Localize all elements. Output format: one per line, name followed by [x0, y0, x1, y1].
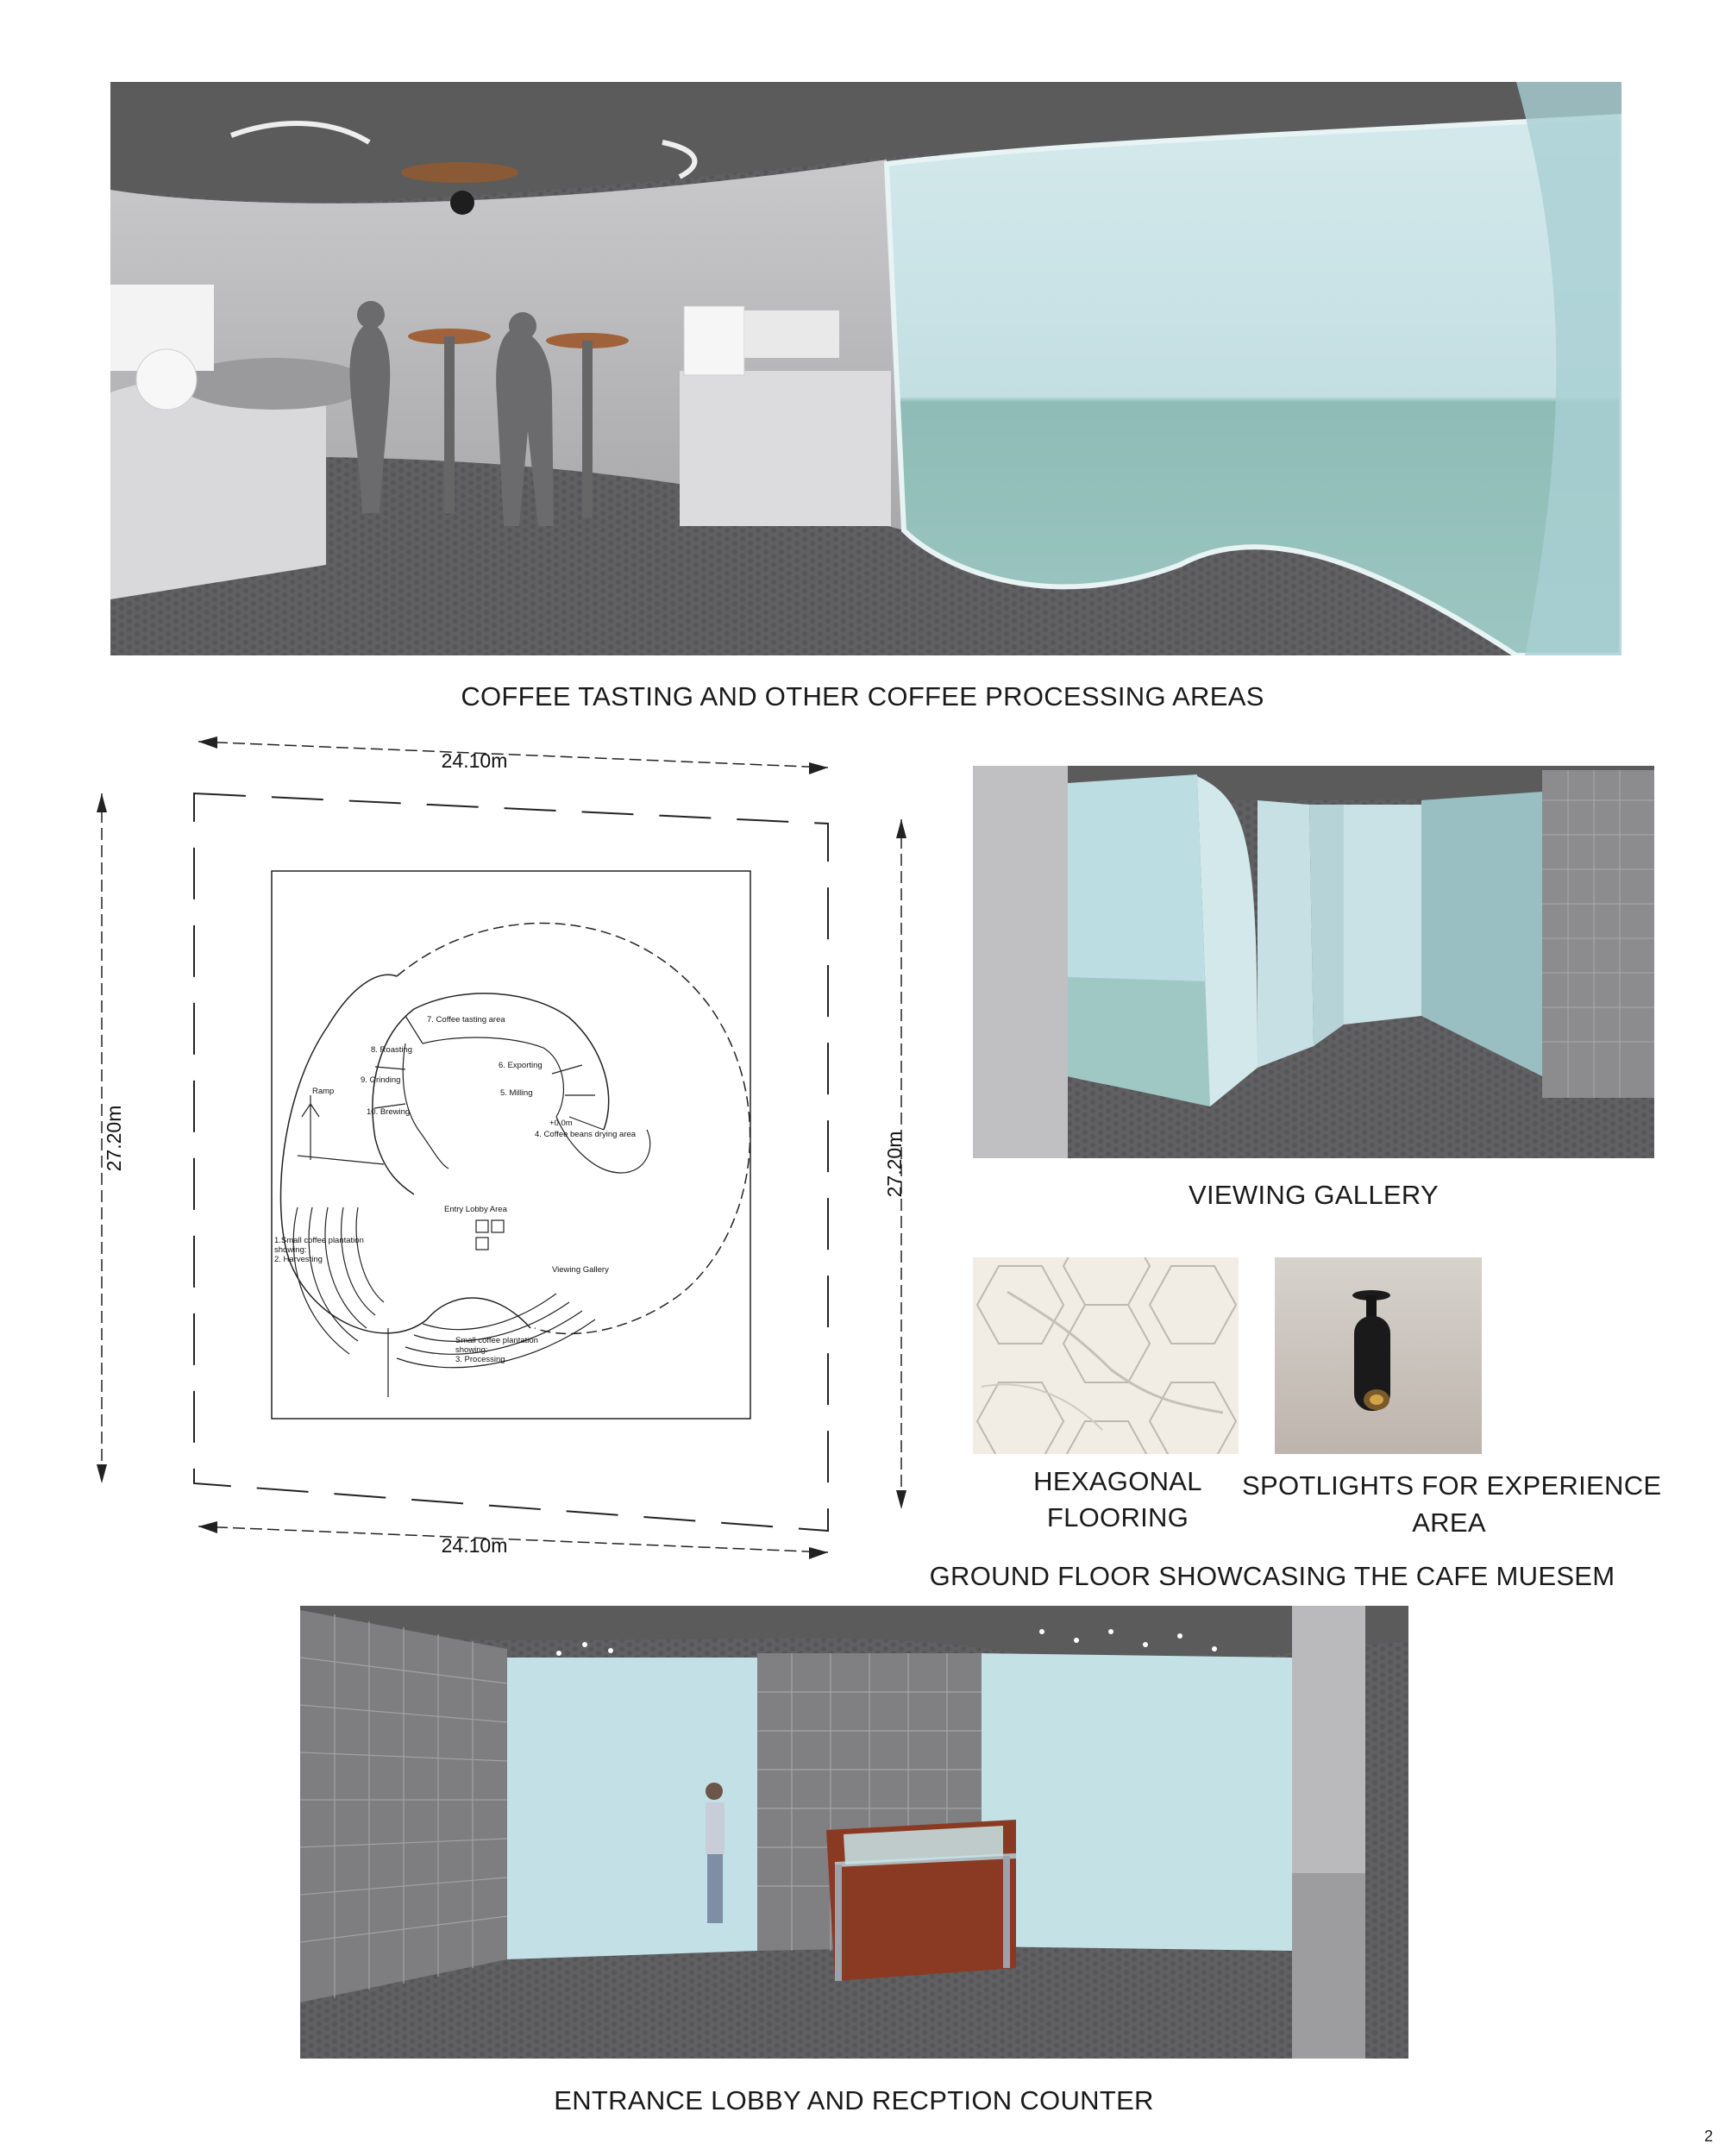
dim-height-right: 27.20m	[883, 1131, 906, 1198]
label-roasting: 8. Roasting	[371, 1045, 413, 1055]
caption-spot-line1: SPOTLIGHTS FOR EXPERIENCE	[1242, 1470, 1662, 1501]
label-grinding: 9. Grinding	[361, 1075, 401, 1085]
label-brewing: 10. Brewing	[367, 1107, 411, 1117]
coffee-tasting-render	[110, 82, 1622, 655]
dim-height-left: 27.20m	[103, 1105, 125, 1172]
caption-viewing-gallery: VIEWING GALLERY	[1189, 1180, 1439, 1210]
caption-coffee-tasting: COFFEE TASTING AND OTHER COFFEE PROCESSING AREAS	[461, 681, 1264, 711]
dim-width-top: 24.10m	[441, 749, 508, 772]
caption-ground-floor: GROUND FLOOR SHOWCASING THE CAFE MUESEM	[929, 1561, 1615, 1591]
entrance-lobby-render	[300, 1606, 1408, 2059]
label-exporting: 6. Exporting	[499, 1061, 543, 1070]
label-level: +0.0m	[549, 1119, 573, 1128]
spotlight-swatch	[1275, 1257, 1482, 1454]
label-gallery: Viewing Gallery	[552, 1265, 609, 1275]
label-lobby: Entry Lobby Area	[444, 1205, 507, 1214]
label-plantation2-c: 3. Processing	[455, 1355, 505, 1364]
page-number: 2	[1703, 2128, 1713, 2145]
floor-plan	[86, 724, 914, 1604]
caption-hex-line1: HEXAGONAL	[1033, 1466, 1202, 1496]
hexagonal-flooring-swatch	[973, 1257, 1239, 1454]
label-milling: 5. Milling	[500, 1088, 533, 1098]
dim-width-bottom: 24.10m	[441, 1534, 508, 1557]
label-plantation2-a: Small coffee plantation	[455, 1336, 538, 1345]
label-plantation1-b: showing:	[274, 1245, 307, 1255]
caption-lobby: ENTRANCE LOBBY AND RECPTION COUNTER	[554, 2085, 1154, 2115]
label-plantation1-a: 1.Small coffee plantation	[274, 1236, 364, 1245]
label-tasting: 7. Coffee tasting area	[427, 1015, 505, 1025]
label-drying: 4. Coffee beans drying area	[535, 1130, 637, 1139]
viewing-gallery-render	[973, 766, 1654, 1158]
caption-hex-line2: FLOORING	[1046, 1502, 1189, 1532]
label-plantation1-c: 2. Harvesting	[274, 1255, 323, 1264]
label-plantation2-b: showing:	[455, 1345, 488, 1355]
label-ramp: Ramp	[312, 1087, 335, 1096]
caption-spot-line2: AREA	[1412, 1507, 1486, 1538]
